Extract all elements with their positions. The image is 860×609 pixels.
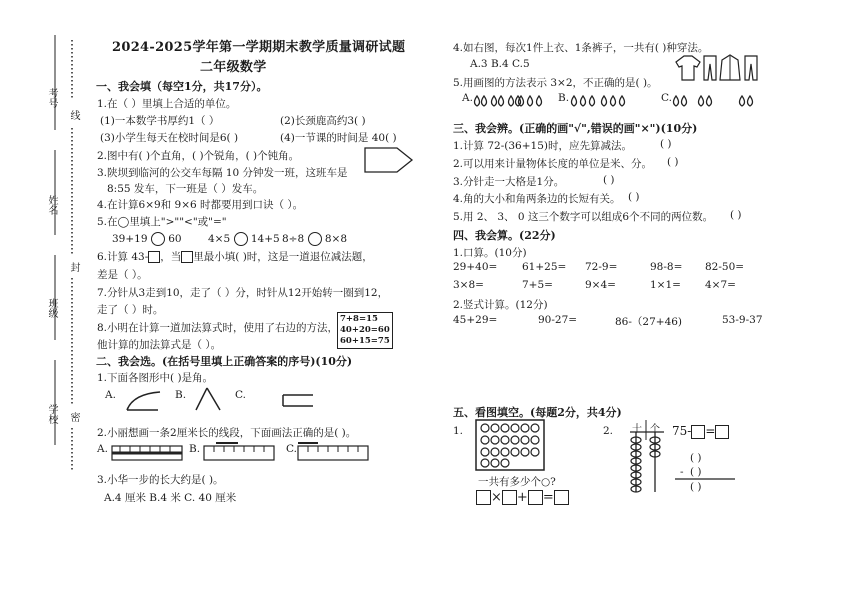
oral-item: 82-50= (705, 261, 745, 273)
label-mi: 密 (68, 412, 79, 422)
label-xuexiao: 学校 (46, 404, 57, 424)
s1-q5-compare-a (112, 232, 182, 246)
vertical-minus: - (680, 466, 684, 478)
s1-q1: 1.在（ ）里填上合适的单位。 (97, 98, 237, 110)
s2-q4-options: A.3 B.4 C.5 (470, 58, 530, 70)
s2-q2: 2.小丽想画一条2厘米长的线段，下面画法正确的是( )。 (97, 427, 357, 439)
s1-q1a: (1)一本数学书厚约1（ ） (100, 115, 220, 127)
s2-q4: 4.如右图，每次1件上衣、1条裤子，一共有( )种穿法。 (453, 42, 709, 54)
compare-right: 60 (168, 233, 182, 245)
s3-mark-1[interactable]: ( ) (660, 138, 672, 150)
label-kaohao: 考号 (46, 88, 57, 108)
compare-circle[interactable] (234, 232, 248, 246)
answer-box[interactable] (528, 490, 543, 505)
s1-q7a: 7.分针从3走到10，走了（ ）分，时针从12开始转一圈到12， (97, 287, 389, 299)
oral-item: 72-9= (585, 261, 618, 273)
s1-q3a: 3.陕坝到临河的公交车每隔 10 分钟发一班，这班车是 (97, 167, 348, 179)
oral-item: 4×7= (705, 279, 736, 291)
s1-q1b: (2)长颈鹿高约3( ) (280, 115, 366, 127)
method-line: 40+20=60 (340, 325, 390, 335)
label-xian: 线 (68, 110, 79, 120)
s1-q6 (97, 249, 373, 264)
oral-item: 1×1= (650, 279, 681, 291)
s4-vert-title: 2.竖式计算。(12分) (453, 299, 548, 311)
s2-q1-opt-b: B. (175, 389, 187, 401)
vertical-item: 53-9-37 (722, 314, 763, 326)
s2-q1: 1.下面各图形中( )是角。 (97, 372, 214, 384)
equation-equals: = (705, 424, 716, 438)
answer-box[interactable] (715, 425, 729, 439)
s1-q1c: (3)小学生每天在校时间是6( ) (100, 132, 239, 144)
s2-q5-opt-c: C. (661, 92, 672, 104)
vertical-item: 90-27= (538, 314, 578, 326)
oral-item: 3×8= (453, 279, 484, 291)
s2-q3: 3.小华一步的长大约是( )。 (97, 474, 224, 486)
answer-box[interactable] (148, 251, 160, 263)
s1-q6-c: 里最小填( )时，这是一道退位减法题， (193, 251, 373, 263)
s2-q2-opt-a: A. (97, 443, 108, 455)
s1-q8b: 他计算的加法算式是（ ）。 (97, 339, 222, 351)
s3-mark-4[interactable]: ( ) (628, 191, 640, 203)
ruler-a (112, 446, 182, 460)
section3-heading: 三、我会辨。(正确的画"√",错误的画"×")(10分) (453, 122, 698, 135)
s1-q5: 5.在◯里填上">""<"或"=" (97, 216, 227, 228)
s1-q6-a: 6.计算 43- (97, 251, 149, 263)
abacus-ones-label: 个 (650, 424, 660, 435)
oral-item: 61+25= (522, 261, 567, 273)
section4-heading: 四、我会算。(22分) (453, 229, 556, 242)
answer-box[interactable] (691, 425, 705, 439)
compare-left: 8÷8 (282, 233, 305, 245)
answer-box[interactable] (476, 490, 491, 505)
answer-box[interactable] (502, 490, 517, 505)
exam-title: 2024-2025学年第一学期期末教学质量调研试题 (112, 40, 406, 55)
vertical-subtraction-line (0, 0, 1, 1)
plus-sign: + (516, 490, 528, 505)
s1-q3b: 8:55 发车，下一班是（ ）发车。 (107, 183, 264, 195)
section1-heading: 一、我会填（每空1分，共17分）。 (96, 80, 268, 93)
s3-item-5: 5.用 2、 3、 0 这三个数字可以组成6个不同的两位数。 (453, 211, 714, 223)
compare-right: 8×8 (324, 233, 348, 245)
s3-mark-5[interactable]: ( ) (730, 209, 742, 221)
addition-method-box (337, 312, 393, 349)
s5-q1-number: 1. (453, 425, 464, 437)
compare-circle[interactable] (151, 232, 165, 246)
s1-q5-compare-c (282, 232, 347, 246)
s3-item-1: 1.计算 72-(36+15)时，应先算减法。 (453, 140, 632, 152)
s3-item-2: 2.可以用来计量物体长度的单位是米、分。 (453, 158, 653, 170)
vertical-paren-1[interactable]: ( ) (690, 452, 702, 464)
s1-q6d: 差是（ ）。 (97, 269, 148, 281)
s2-q1-opt-c: C. (235, 389, 246, 401)
oral-item: 7+5= (522, 279, 553, 291)
s1-q1d: (4)一节课的时间是 40( ) (280, 132, 397, 144)
method-line: 60+15=75 (340, 336, 390, 346)
s2-q1-opt-a: A. (105, 389, 116, 401)
oral-item: 9×4= (585, 279, 616, 291)
s2-q3-options: A.4 厘米 B.4 米 C. 40 厘米 (104, 492, 237, 504)
method-line: 7+8=15 (340, 314, 378, 324)
vertical-paren-3[interactable]: ( ) (690, 481, 702, 493)
equals-sign: = (542, 490, 554, 505)
s1-q4: 4.在计算6×9和 9×6 时都要用到口诀（ ）。 (97, 199, 304, 211)
s5-q2-number: 2. (603, 425, 614, 437)
s3-item-4: 4.角的大小和角两条边的长短有关。 (453, 193, 621, 205)
label-xingming: 姓名 (46, 195, 57, 215)
exam-subtitle: 二年级数学 (200, 60, 267, 75)
times-sign: × (491, 490, 502, 505)
vertical-item: 86-（27+46) (615, 316, 683, 328)
vertical-paren-2[interactable]: ( ) (690, 466, 702, 478)
s3-mark-2[interactable]: ( ) (667, 156, 679, 168)
label-feng: 封 (68, 262, 79, 272)
compare-left: 4×5 (208, 233, 231, 245)
s2-q5-opt-a: A. (462, 92, 473, 104)
oral-item: 29+40= (453, 261, 498, 273)
s5-q1-equation (476, 490, 569, 505)
s2-q5: 5.用画图的方法表示 3×2，不正确的是( )。 (453, 77, 658, 89)
s2-q2-opt-c: C. (286, 443, 297, 455)
s2-q2-opt-b: B. (189, 443, 201, 455)
answer-box[interactable] (554, 490, 569, 505)
s3-item-3: 3.分针走一大格是1分。 (453, 176, 565, 188)
s5-q2-equation (672, 424, 729, 439)
compare-circle[interactable] (308, 232, 322, 246)
section5-heading: 五、看图填空。(每题2分，共4分) (453, 406, 622, 419)
s1-q6-b: ，当 (160, 251, 182, 263)
compare-left: 39+19 (112, 233, 148, 245)
compare-right: 14+5 (250, 233, 280, 245)
abacus-tens-label: 十 (632, 424, 642, 435)
s1-q8a: 8.小明在计算一道加法算式时，使用了右边的方法， (97, 322, 339, 334)
ruler-b (204, 443, 274, 460)
vertical-item: 45+29= (453, 314, 498, 326)
equation-prefix: 75- (672, 424, 692, 438)
s4-oral-title: 1.口算。(10分) (453, 247, 527, 259)
ruler-c (298, 443, 368, 460)
s5-q1-question: 一共有多少个○? (478, 476, 556, 488)
s1-q5-compare-b (208, 232, 280, 246)
s2-q5-opt-b: B. (558, 92, 570, 104)
oral-item: 98-8= (650, 261, 683, 273)
s1-q2: 2.图中有( )个直角，( )个锐角，( )个钝角。 (97, 150, 300, 162)
s3-mark-3[interactable]: ( ) (603, 174, 615, 186)
s1-q7b: 走了（ ）时。 (97, 304, 164, 316)
answer-box[interactable] (181, 251, 193, 263)
label-banji: 班级 (46, 298, 57, 318)
section2-heading: 二、我会选。(在括号里填上正确答案的序号)(10分) (96, 355, 353, 368)
